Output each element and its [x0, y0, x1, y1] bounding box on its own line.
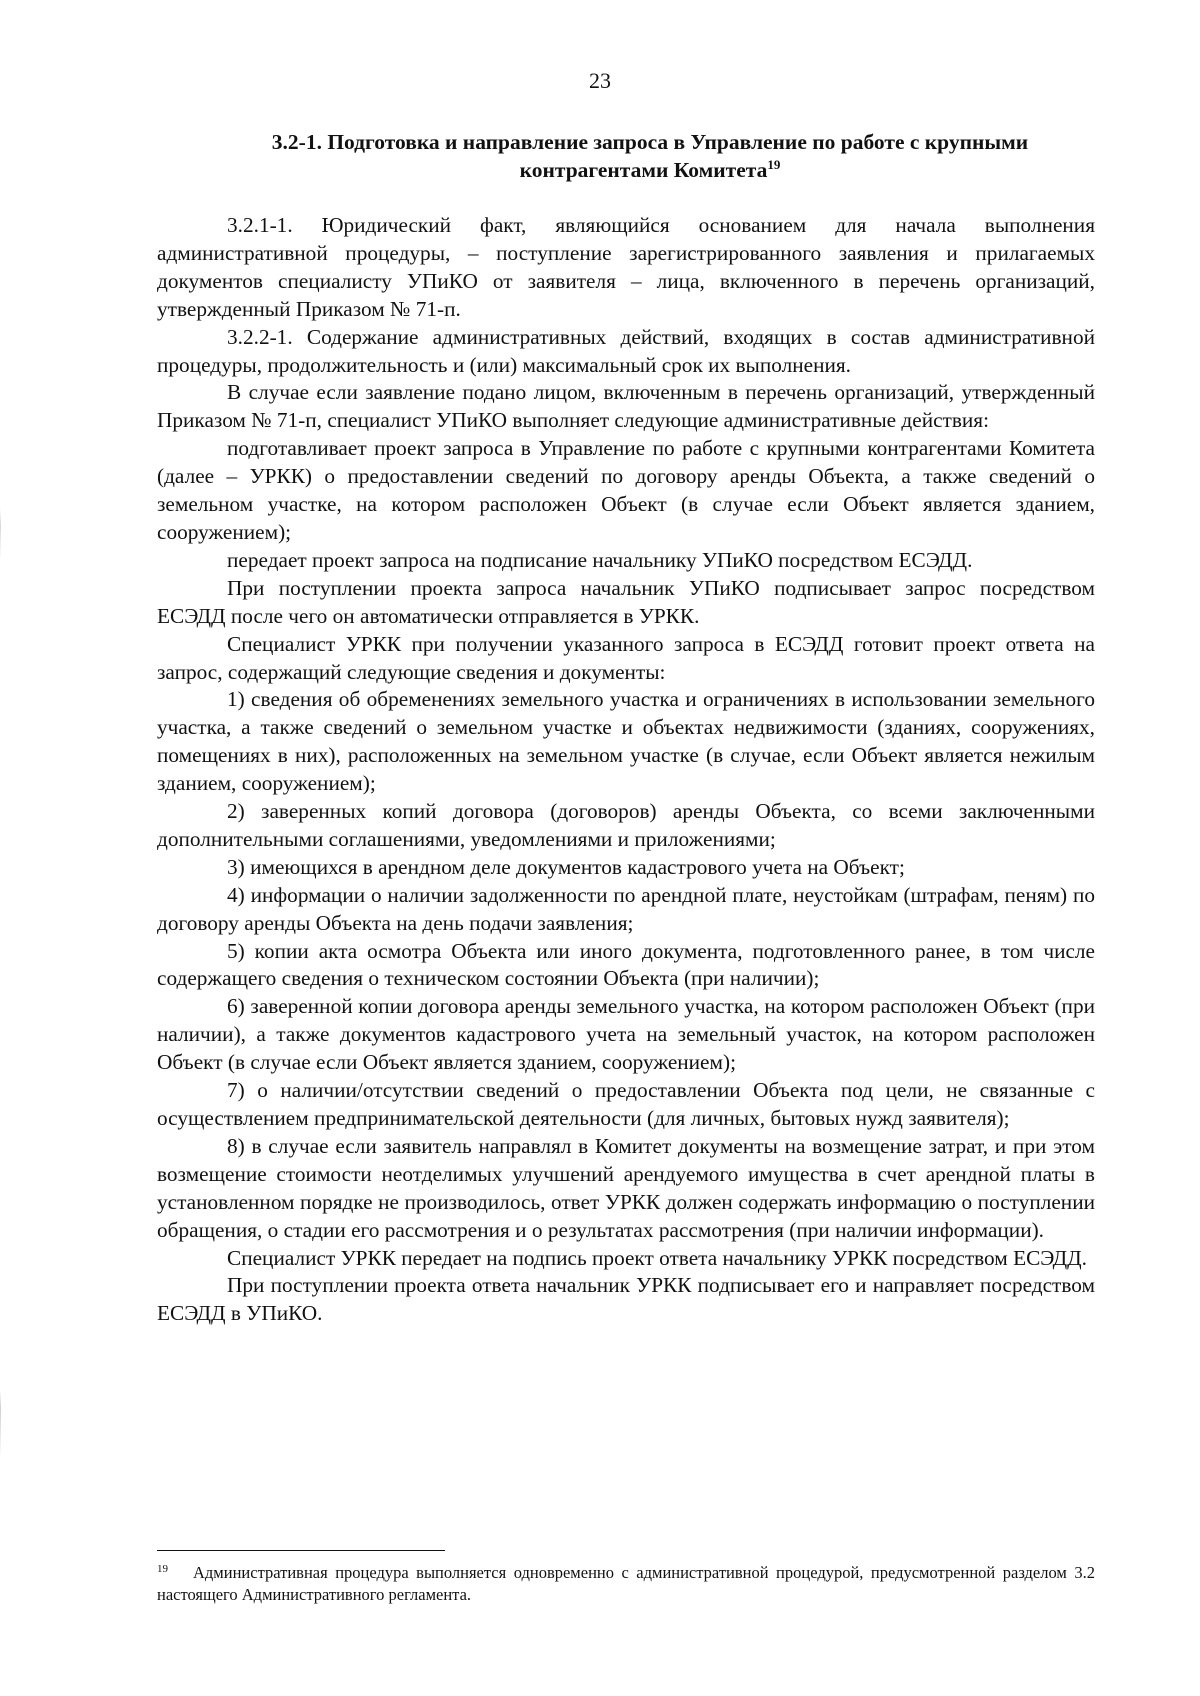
list-item-1: 1) сведения об обременениях земельного участка и ограничениях в использовании земельного участка, а также сведений о земельном участке и объектах недвижимости (зданиях, сооружениях, помещениях в них), расположенных на земельном участке (в случае, если Объект является нежилым зданием, сооружением); [157, 687, 1095, 796]
list-item-8: 8) в случае если заявитель направлял в Комитет документы на возмещение затрат, и при этом возмещение стоимости неотделимых улучшений арендуемого имущества в счет арендной платы в установленном порядке не производилось, ответ УРКК должен содержать информацию о поступлении обращения, о стадии его рассмотрения и о результатах рассмотрения (при наличии информации). [157, 1133, 1095, 1242]
list-item-7: 7) о наличии/отсутствии сведений о предоставлении Объекта под цели, не связанные с осуществлением предпринимательской деятельности (для личных, бытовых нужд заявителя); [157, 1078, 1095, 1130]
paragraph-prepare-request: подготавливает проект запроса в Управление по работе с крупными контрагентами Комитета (далее – УРКК) о предоставлении сведений по договору аренды Объекта, а также сведений о земельном участке, на котором расположен Объект (в случае если Объект является зданием, сооружением); [157, 436, 1095, 544]
page-number: 23 [589, 68, 611, 93]
section-heading-text: 3.2-1. Подготовка и направление запроса в Управление по работе с крупными контрагентами Комитета [271, 130, 1029, 182]
section-heading [215, 128, 1085, 184]
footnote-text: Административная процедура выполняется одновременно с административной процедурой, предусмотренной разделом 3.2 настоящего Административного регламента. [157, 1563, 1095, 1604]
list-item-6: 6) заверенной копии договора аренды земельного участка, на котором расположен Объект (при наличии), а также документов кадастрового учета на земельный участок, на котором расположен Объект (в случае если Объект является зданием, сооружением); [157, 994, 1095, 1075]
footnote-divider [157, 1550, 445, 1551]
paragraph-transfer-request: передает проект запроса на подписание начальнику УПиКО посредством ЕСЭДД. [227, 547, 973, 572]
scan-edge [0, 0, 1, 1696]
list-item-4: 4) информации о наличии задолженности по арендной плате, неустойкам (штрафам, пеням) по договору аренды Объекта на день подачи заявления; [157, 882, 1095, 935]
paragraph-case: В случае если заявление подано лицом, включенным в перечень организаций, утвержденный Приказом № 71-п, специалист УПиКО выполняет следующие административные действия: [157, 380, 1095, 433]
paragraph-sign-response: При поступлении проекта ответа начальник УРКК подписывает его и направляет посредством ЕСЭДД в УПиКО. [157, 1273, 1095, 1326]
paragraph-transfer-response: Специалист УРКК передает на подпись проект ответа начальнику УРКК посредством ЕСЭДД. [227, 1245, 1087, 1270]
paragraph-sign-request: При поступлении проекта запроса начальник УПиКО подписывает запрос посредством ЕСЭДД после чего он автоматически отправляется в УРКК. [157, 575, 1095, 628]
footnote-reference: 19 [767, 156, 781, 172]
body-text [157, 212, 1095, 1328]
list-item-3: 3) имеющихся в арендном деле документов кадастрового учета на Объект; [227, 854, 905, 879]
paragraph-3-2-2-1: 3.2.2-1. Содержание административных действий, входящих в состав административной процедуры, продолжительность и (или) максимальный срок их выполнения. [157, 324, 1095, 377]
list-item-5: 5) копии акта осмотра Объекта или иного документа, подготовленного ранее, в том числе содержащего сведения о техническом состоянии Объекта (при наличии); [157, 938, 1095, 991]
paragraph-urkk-response: Специалист УРКК при получении указанного запроса в ЕСЭДД готовит проект ответа на запрос, содержащий следующие сведения и документы: [157, 631, 1095, 684]
list-item-2: 2) заверенных копий договора (договоров) аренды Объекта, со всеми заключенными дополнительными соглашениями, уведомлениями и приложениями; [157, 799, 1095, 851]
footnote: 19 Административная процедура выполняется одновременно с административной процедурой, предусмотренной разделом 3.2 настоящего Административного регламента. [157, 1563, 1095, 1604]
paragraph-3-2-1-1: 3.2.1-1. Юридический факт, являющийся основанием для начала выполнения административной процедуры, – поступление зарегистрированного заявления и прилагаемых документов специалисту УПиКО от заявителя – лица, включенного в перечень организаций, утвержденный Приказом № 71-п. [157, 213, 1095, 321]
